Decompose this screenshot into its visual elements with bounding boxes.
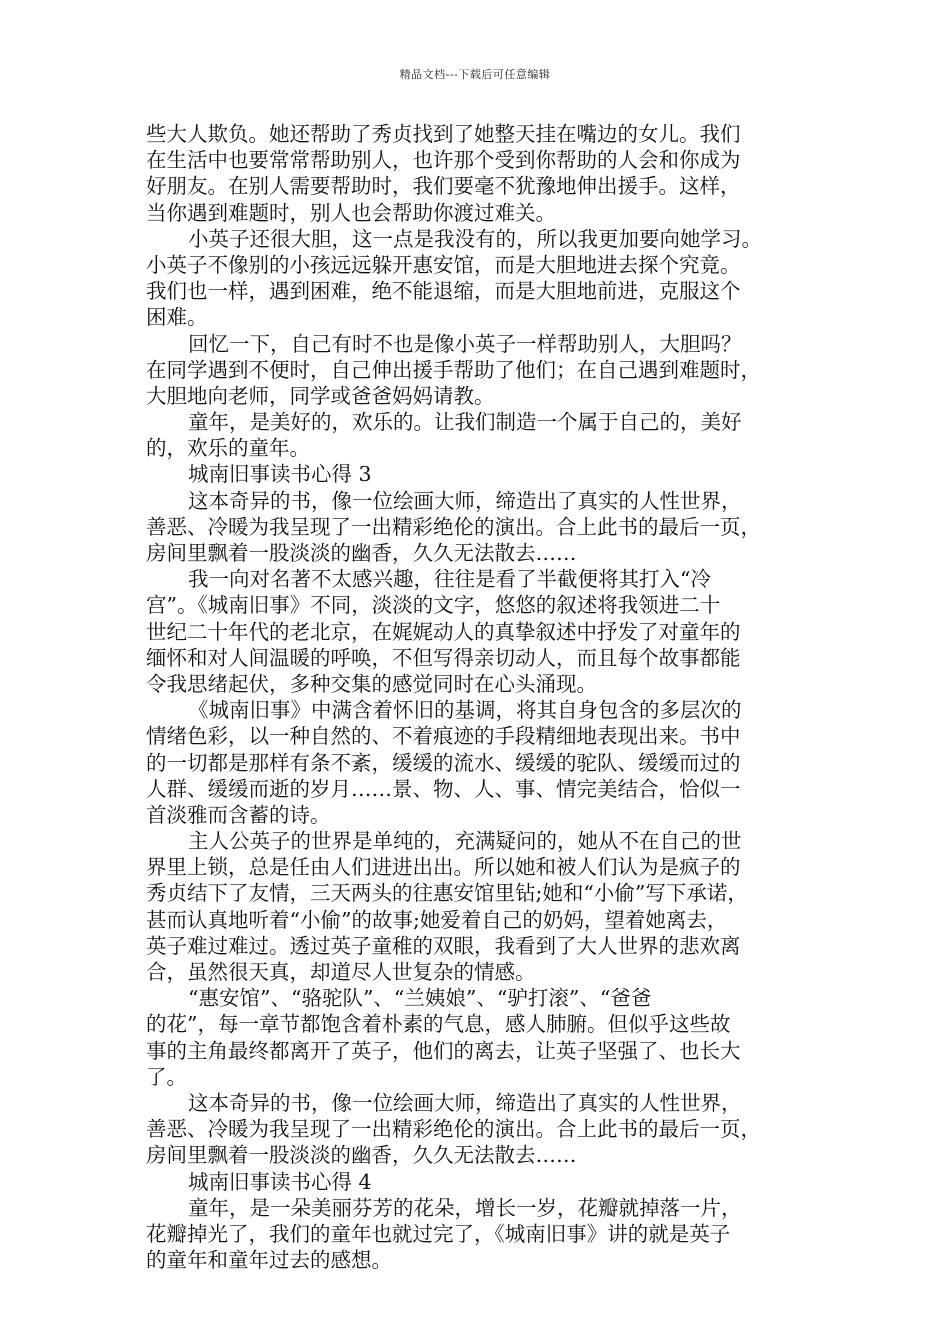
text-line: 房间里飘着一股淡淡的幽香，久久无法散去……: [146, 541, 577, 565]
text-line: 英子难过难过。透过英子童稚的双眼，我看到了大人世界的悲欢离: [146, 933, 741, 958]
text-line: 人群、缓缓而逝的岁月……景、物、人、事、情完美结合，恰似一: [146, 776, 741, 801]
paragraph: [146, 409, 810, 461]
text-line: 花瓣掉光了，我们的童年也就过完了，《城南旧事》讲的就是英子: [146, 1221, 731, 1246]
paragraph: [146, 121, 810, 226]
paragraph: [146, 1090, 810, 1169]
paragraph: [146, 697, 810, 828]
text-line: 小英子不像别的小孩远远躲开惠安馆，而是大胆地进去探个究竟。: [146, 252, 741, 277]
text-line: 情绪色彩，以一种自然的、不着痕迹的手段精细地表现出来。书中: [146, 724, 741, 749]
text-line: 合，虽然很天真，却道尽人世复杂的情感。: [146, 960, 536, 984]
text-line: 了。: [146, 1064, 187, 1089]
text-line: 好朋友。在别人需要帮助时，我们要毫不犹豫地伸出援手。这样，: [146, 174, 741, 199]
text-line: 《城南旧事》中满含着怀旧的基调，将其自身包含的多层次的: [188, 698, 742, 723]
text-line: 回忆一下，自己有时不也是像小英子一样帮助别人，大胆吗？: [188, 331, 742, 356]
text-line: 在生活中也要常常帮助别人，也许那个受到你帮助的人会和你成为: [146, 148, 741, 173]
text-line: 这本奇异的书，像一位绘画大师，缔造出了真实的人性世界，: [188, 488, 742, 513]
text-line: 甚而认真地听着“小偷”的故事;她爱着自己的奶妈，望着她离去，: [146, 907, 728, 932]
text-line: 的，欢乐的童年。: [146, 436, 310, 461]
text-line: 善恶、冷暖为我呈现了一出精彩绝伦的演出。合上此书的最后一页，: [146, 1117, 761, 1142]
text-line: “惠安馆”、“骆驼队”、“兰姨娘”、“驴打滚”、“爸爸: [188, 986, 652, 1011]
text-line: 的一切都是那样有条不紊，缓缓的流水、缓缓的驼队、缓缓而过的: [146, 750, 741, 775]
paragraph: [146, 226, 810, 331]
text-line: 世纪二十年代的老北京，在娓娓动人的真挚叙述中抒发了对童年的: [146, 619, 741, 644]
paragraph: [146, 488, 810, 567]
text-line: 大胆地向老师，同学或爸爸妈妈请教。: [146, 383, 495, 408]
text-line: 房间里飘着一股淡淡的幽香，久久无法散去……: [146, 1143, 577, 1168]
text-line: 的童年和童年过去的感想。: [146, 1248, 392, 1273]
text-line: 首淡雅而含蓄的诗。: [146, 802, 331, 827]
page-header: 精品文档---下载后可任意编辑: [399, 68, 551, 81]
text-line: 城南旧事读书心得 3: [188, 462, 372, 487]
text-line: 些大人欺负。她还帮助了秀贞找到了她整天挂在嘴边的女儿。我们: [146, 122, 741, 146]
text-line: 的花”，每一章节都饱含着朴素的气息，感人肺腑。但似乎这些故: [146, 1012, 731, 1037]
text-line: 城南旧事读书心得 4: [188, 1169, 372, 1194]
paragraph: [146, 985, 810, 1090]
paragraph: [146, 566, 810, 697]
text-line: 事的主角最终都离开了英子，他们的离去，让英子坚强了、也长大: [146, 1038, 741, 1063]
text-line: 当你遇到难题时，别人也会帮助你渡过难关。: [146, 200, 556, 225]
text-line: 小英子还很大胆，这一点是我没有的，所以我更加要向她学习。: [188, 226, 762, 251]
paragraph: [146, 331, 810, 410]
text-line: 秀贞结下了友情，三天两头的往惠安馆里钻;她和“小偷”写下承诺，: [146, 881, 748, 906]
paragraph: [146, 1195, 810, 1274]
text-line: 界里上锁，总是任由人们进进出出。所以她和被人们认为是疯子的: [146, 855, 741, 880]
text-line: 童年，是一朵美丽芬芳的花朵，增长一岁，花瓣就掉落一片，: [188, 1195, 742, 1220]
text-line: 主人公英子的世界是单纯的，充满疑问的，她从不在自己的世: [188, 829, 742, 854]
text-line: 令我思绪起伏，多种交集的感觉同时在心头涌现。: [146, 671, 597, 696]
text-line: 困难。: [146, 305, 208, 330]
text-line: 宫”。《城南旧事》不同，淡淡的文字，悠悠的叙述将我领进二十: [146, 593, 721, 618]
text-line: 童年，是美好的，欢乐的。让我们制造一个属于自己的，美好: [188, 410, 742, 435]
text-line: 我们也一样，遇到困难，绝不能退缩，而是大胆地前进，克服这个: [146, 279, 741, 304]
document-body: [146, 121, 810, 1273]
paragraph: [146, 828, 810, 985]
text-line: 缅怀和对人间温暖的呼唤，不但写得亲切动人，而且每个故事都能: [146, 645, 741, 670]
paragraph: [146, 461, 810, 487]
text-line: 善恶、冷暖为我呈现了一出精彩绝伦的演出。合上此书的最后一页，: [146, 514, 761, 539]
paragraph: [146, 1169, 810, 1195]
text-line: 这本奇异的书，像一位绘画大师，缔造出了真实的人性世界，: [188, 1090, 742, 1115]
text-line: 我一向对名著不太感兴趣，往往是看了半截便将其打入“冷: [188, 567, 711, 592]
text-line: 在同学遇到不便时，自己伸出援手帮助了他们；在自己遇到难题时，: [146, 357, 761, 382]
